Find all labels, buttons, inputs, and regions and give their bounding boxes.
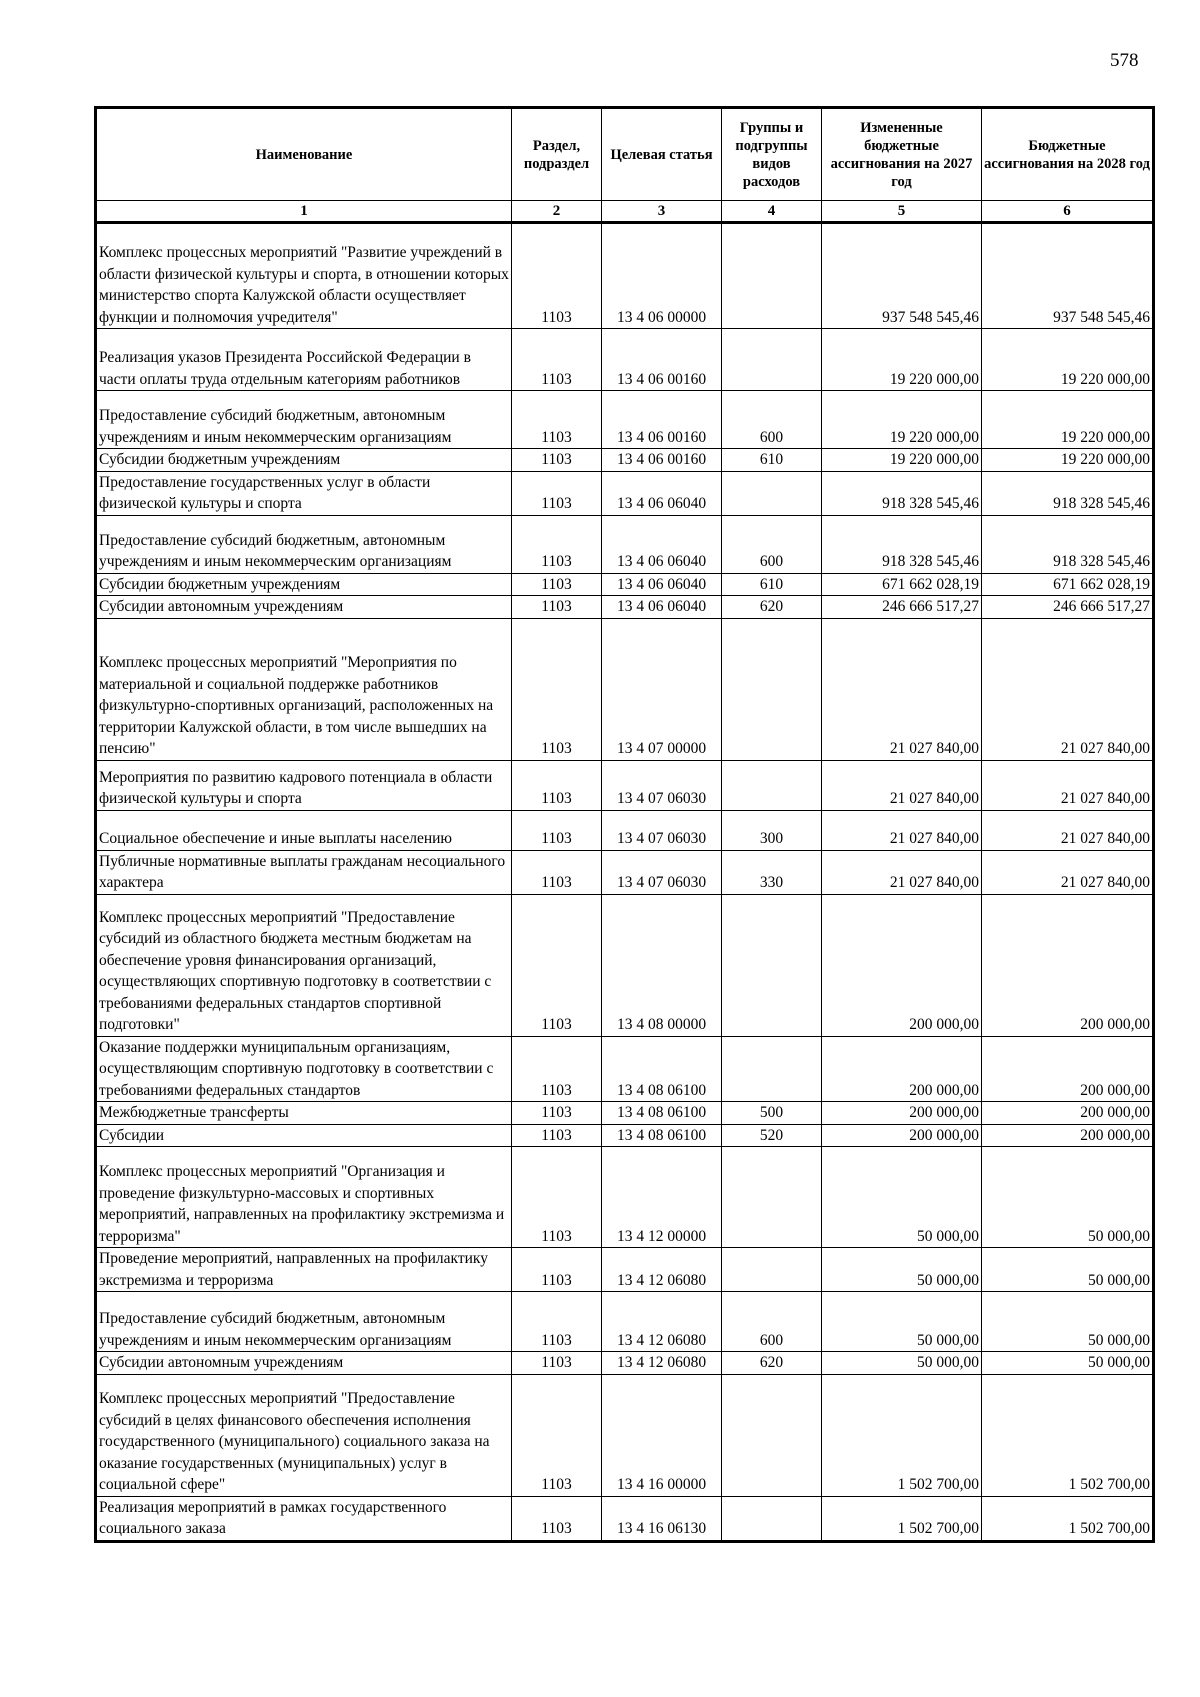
row-amount-2028: 50 000,00 (982, 1248, 1154, 1292)
row-target: 13 4 08 06100 (602, 1124, 722, 1147)
row-amount-2027: 50 000,00 (822, 1292, 982, 1352)
row-name: Социальное обеспечение и иные выплаты населению (96, 810, 512, 850)
row-group (722, 1248, 822, 1292)
row-target: 13 4 07 06030 (602, 810, 722, 850)
row-amount-2027: 200 000,00 (822, 1124, 982, 1147)
row-target: 13 4 06 00160 (602, 449, 722, 472)
row-amount-2027: 200 000,00 (822, 894, 982, 1036)
row-target: 13 4 07 00000 (602, 618, 722, 760)
row-section: 1103 (512, 1248, 602, 1292)
header-group: Группы и подгруппы видов расходов (722, 108, 822, 201)
row-section: 1103 (512, 1496, 602, 1541)
header-amount-2027: Измененные бюджетные ассигнования на 2027 год (822, 108, 982, 201)
row-section: 1103 (512, 329, 602, 391)
table-row (96, 760, 1154, 810)
row-amount-2027: 19 220 000,00 (822, 449, 982, 472)
row-section: 1103 (512, 449, 602, 472)
row-section: 1103 (512, 1147, 602, 1248)
row-name: Оказание поддержки муниципальным организациям, осуществляющим спортивную подготовку в соответствии с требованиями федеральных стандартов (96, 1036, 512, 1102)
header-row (96, 108, 1154, 201)
row-name: Предоставление государственных услуг в области физической культуры и спорта (96, 471, 512, 515)
column-number: 4 (722, 201, 822, 223)
row-amount-2027: 21 027 840,00 (822, 760, 982, 810)
row-target: 13 4 07 06030 (602, 850, 722, 894)
row-amount-2028: 200 000,00 (982, 894, 1154, 1036)
header-name: Наименование (96, 108, 512, 201)
row-section: 1103 (512, 596, 602, 619)
table-row (96, 573, 1154, 596)
row-name: Комплекс процессных мероприятий "Предоставление субсидий из областного бюджета местным бюджетам на обеспечение уровня финансирования организаций, осуществляющих спортивную подготовку в соответствии с требованиями федеральных стандартов спортивной подготовки" (96, 894, 512, 1036)
row-group (722, 1147, 822, 1248)
row-group (722, 329, 822, 391)
row-group: 500 (722, 1102, 822, 1125)
row-section: 1103 (512, 391, 602, 449)
table-row (96, 1102, 1154, 1125)
row-section: 1103 (512, 471, 602, 515)
row-group: 300 (722, 810, 822, 850)
row-name: Субсидии автономным учреждениям (96, 596, 512, 619)
row-group: 330 (722, 850, 822, 894)
column-number: 5 (822, 201, 982, 223)
row-target: 13 4 08 06100 (602, 1036, 722, 1102)
table-row (96, 850, 1154, 894)
row-amount-2028: 1 502 700,00 (982, 1496, 1154, 1541)
column-number-row (96, 201, 1154, 223)
row-section: 1103 (512, 894, 602, 1036)
row-target: 13 4 08 06100 (602, 1102, 722, 1125)
row-amount-2027: 918 328 545,46 (822, 515, 982, 573)
row-group: 620 (722, 1352, 822, 1375)
row-target: 13 4 12 06080 (602, 1352, 722, 1375)
row-section: 1103 (512, 618, 602, 760)
row-amount-2027: 50 000,00 (822, 1248, 982, 1292)
row-name: Комплекс процессных мероприятий "Мероприятия по материальной и социальной поддержке работников физкультурно-спортивных организаций, расположенных на территории Калужской области, в том числе вышедших на пенсию" (96, 618, 512, 760)
row-group (722, 1374, 822, 1496)
row-section: 1103 (512, 1036, 602, 1102)
table-row (96, 618, 1154, 760)
row-amount-2028: 21 027 840,00 (982, 850, 1154, 894)
table-row (96, 329, 1154, 391)
row-amount-2027: 200 000,00 (822, 1036, 982, 1102)
row-group (722, 618, 822, 760)
table-row (96, 1248, 1154, 1292)
row-target: 13 4 06 00160 (602, 391, 722, 449)
row-group (722, 471, 822, 515)
table-row (96, 894, 1154, 1036)
table-row (96, 1124, 1154, 1147)
row-section: 1103 (512, 1374, 602, 1496)
row-group: 600 (722, 1292, 822, 1352)
row-amount-2027: 200 000,00 (822, 1102, 982, 1125)
budget-table (94, 106, 1155, 1543)
row-amount-2028: 19 220 000,00 (982, 449, 1154, 472)
row-target: 13 4 06 06040 (602, 573, 722, 596)
row-group: 600 (722, 515, 822, 573)
row-name: Субсидии автономным учреждениям (96, 1352, 512, 1375)
row-name: Реализация мероприятий в рамках государственного социального заказа (96, 1496, 512, 1541)
row-name: Комплекс процессных мероприятий "Развитие учреждений в области физической культуры и спорта, в отношении которых министерство спорта Калужской области осуществляет функции и полномочия учредителя" (96, 223, 512, 329)
row-group: 610 (722, 449, 822, 472)
row-amount-2027: 671 662 028,19 (822, 573, 982, 596)
row-target: 13 4 12 00000 (602, 1147, 722, 1248)
table-row (96, 810, 1154, 850)
row-amount-2027: 918 328 545,46 (822, 471, 982, 515)
row-name: Предоставление субсидий бюджетным, автономным учреждениям и иным некоммерческим организациям (96, 1292, 512, 1352)
row-group (722, 1036, 822, 1102)
row-amount-2027: 21 027 840,00 (822, 850, 982, 894)
row-target: 13 4 06 00160 (602, 329, 722, 391)
row-amount-2027: 21 027 840,00 (822, 810, 982, 850)
row-section: 1103 (512, 810, 602, 850)
row-group (722, 223, 822, 329)
row-group: 620 (722, 596, 822, 619)
row-section: 1103 (512, 515, 602, 573)
row-amount-2028: 50 000,00 (982, 1292, 1154, 1352)
table-row (96, 449, 1154, 472)
row-amount-2028: 200 000,00 (982, 1036, 1154, 1102)
row-name: Публичные нормативные выплаты гражданам несоциального характера (96, 850, 512, 894)
column-number: 6 (982, 201, 1154, 223)
row-group (722, 1496, 822, 1541)
row-amount-2027: 19 220 000,00 (822, 391, 982, 449)
table-row (96, 223, 1154, 329)
row-section: 1103 (512, 1352, 602, 1375)
row-amount-2028: 937 548 545,46 (982, 223, 1154, 329)
row-section: 1103 (512, 573, 602, 596)
row-amount-2028: 246 666 517,27 (982, 596, 1154, 619)
row-amount-2028: 200 000,00 (982, 1102, 1154, 1125)
row-amount-2027: 50 000,00 (822, 1352, 982, 1375)
row-amount-2028: 1 502 700,00 (982, 1374, 1154, 1496)
table-row (96, 596, 1154, 619)
page-number: 578 (1110, 50, 1139, 71)
row-name: Комплекс процессных мероприятий "Предоставление субсидий в целях финансового обеспечения исполнения государственного (муниципального) социального заказа на оказание государственных (муниципальных) услуг в социальной сфере" (96, 1374, 512, 1496)
row-name: Субсидии бюджетным учреждениям (96, 449, 512, 472)
row-name: Проведение мероприятий, направленных на профилактику экстремизма и терроризма (96, 1248, 512, 1292)
table-row (96, 1374, 1154, 1496)
row-section: 1103 (512, 1124, 602, 1147)
row-amount-2027: 937 548 545,46 (822, 223, 982, 329)
header-target: Целевая статья (602, 108, 722, 201)
table-row (96, 391, 1154, 449)
row-section: 1103 (512, 1292, 602, 1352)
row-amount-2028: 21 027 840,00 (982, 760, 1154, 810)
column-number: 3 (602, 201, 722, 223)
row-name: Межбюджетные трансферты (96, 1102, 512, 1125)
row-amount-2028: 21 027 840,00 (982, 618, 1154, 760)
row-amount-2028: 50 000,00 (982, 1147, 1154, 1248)
row-amount-2027: 50 000,00 (822, 1147, 982, 1248)
table-row (96, 1036, 1154, 1102)
row-group (722, 760, 822, 810)
row-target: 13 4 12 06080 (602, 1292, 722, 1352)
row-name: Предоставление субсидий бюджетным, автономным учреждениям и иным некоммерческим организациям (96, 515, 512, 573)
row-target: 13 4 08 00000 (602, 894, 722, 1036)
row-amount-2028: 200 000,00 (982, 1124, 1154, 1147)
row-amount-2028: 918 328 545,46 (982, 515, 1154, 573)
row-name: Комплекс процессных мероприятий "Организация и проведение физкультурно-массовых и спортивных мероприятий, направленных на профилактику экстремизма и терроризма" (96, 1147, 512, 1248)
table-row (96, 471, 1154, 515)
row-section: 1103 (512, 223, 602, 329)
row-target: 13 4 07 06030 (602, 760, 722, 810)
header-amount-2028: Бюджетные ассигнования на 2028 год (982, 108, 1154, 201)
row-group (722, 894, 822, 1036)
column-number: 1 (96, 201, 512, 223)
row-amount-2028: 19 220 000,00 (982, 329, 1154, 391)
row-amount-2027: 21 027 840,00 (822, 618, 982, 760)
row-group: 610 (722, 573, 822, 596)
row-target: 13 4 16 06130 (602, 1496, 722, 1541)
row-target: 13 4 06 06040 (602, 596, 722, 619)
table-row (96, 1352, 1154, 1375)
table-row (96, 1292, 1154, 1352)
row-name: Мероприятия по развитию кадрового потенциала в области физической культуры и спорта (96, 760, 512, 810)
row-amount-2028: 50 000,00 (982, 1352, 1154, 1375)
row-section: 1103 (512, 1102, 602, 1125)
table-body (96, 223, 1154, 1542)
row-amount-2028: 918 328 545,46 (982, 471, 1154, 515)
row-amount-2027: 246 666 517,27 (822, 596, 982, 619)
table-row (96, 515, 1154, 573)
column-number: 2 (512, 201, 602, 223)
row-section: 1103 (512, 850, 602, 894)
row-name: Реализация указов Президента Российской Федерации в части оплаты труда отдельным категориям работников (96, 329, 512, 391)
row-target: 13 4 06 06040 (602, 515, 722, 573)
row-amount-2028: 19 220 000,00 (982, 391, 1154, 449)
row-amount-2028: 21 027 840,00 (982, 810, 1154, 850)
table-row (96, 1147, 1154, 1248)
table-row (96, 1496, 1154, 1541)
row-amount-2027: 19 220 000,00 (822, 329, 982, 391)
row-target: 13 4 16 00000 (602, 1374, 722, 1496)
row-target: 13 4 12 06080 (602, 1248, 722, 1292)
row-group: 600 (722, 391, 822, 449)
header-section: Раздел, подраздел (512, 108, 602, 201)
row-amount-2027: 1 502 700,00 (822, 1374, 982, 1496)
row-section: 1103 (512, 760, 602, 810)
row-target: 13 4 06 00000 (602, 223, 722, 329)
row-group: 520 (722, 1124, 822, 1147)
row-name: Предоставление субсидий бюджетным, автономным учреждениям и иным некоммерческим организациям (96, 391, 512, 449)
row-name: Субсидии (96, 1124, 512, 1147)
row-target: 13 4 06 06040 (602, 471, 722, 515)
row-amount-2028: 671 662 028,19 (982, 573, 1154, 596)
row-amount-2027: 1 502 700,00 (822, 1496, 982, 1541)
row-name: Субсидии бюджетным учреждениям (96, 573, 512, 596)
